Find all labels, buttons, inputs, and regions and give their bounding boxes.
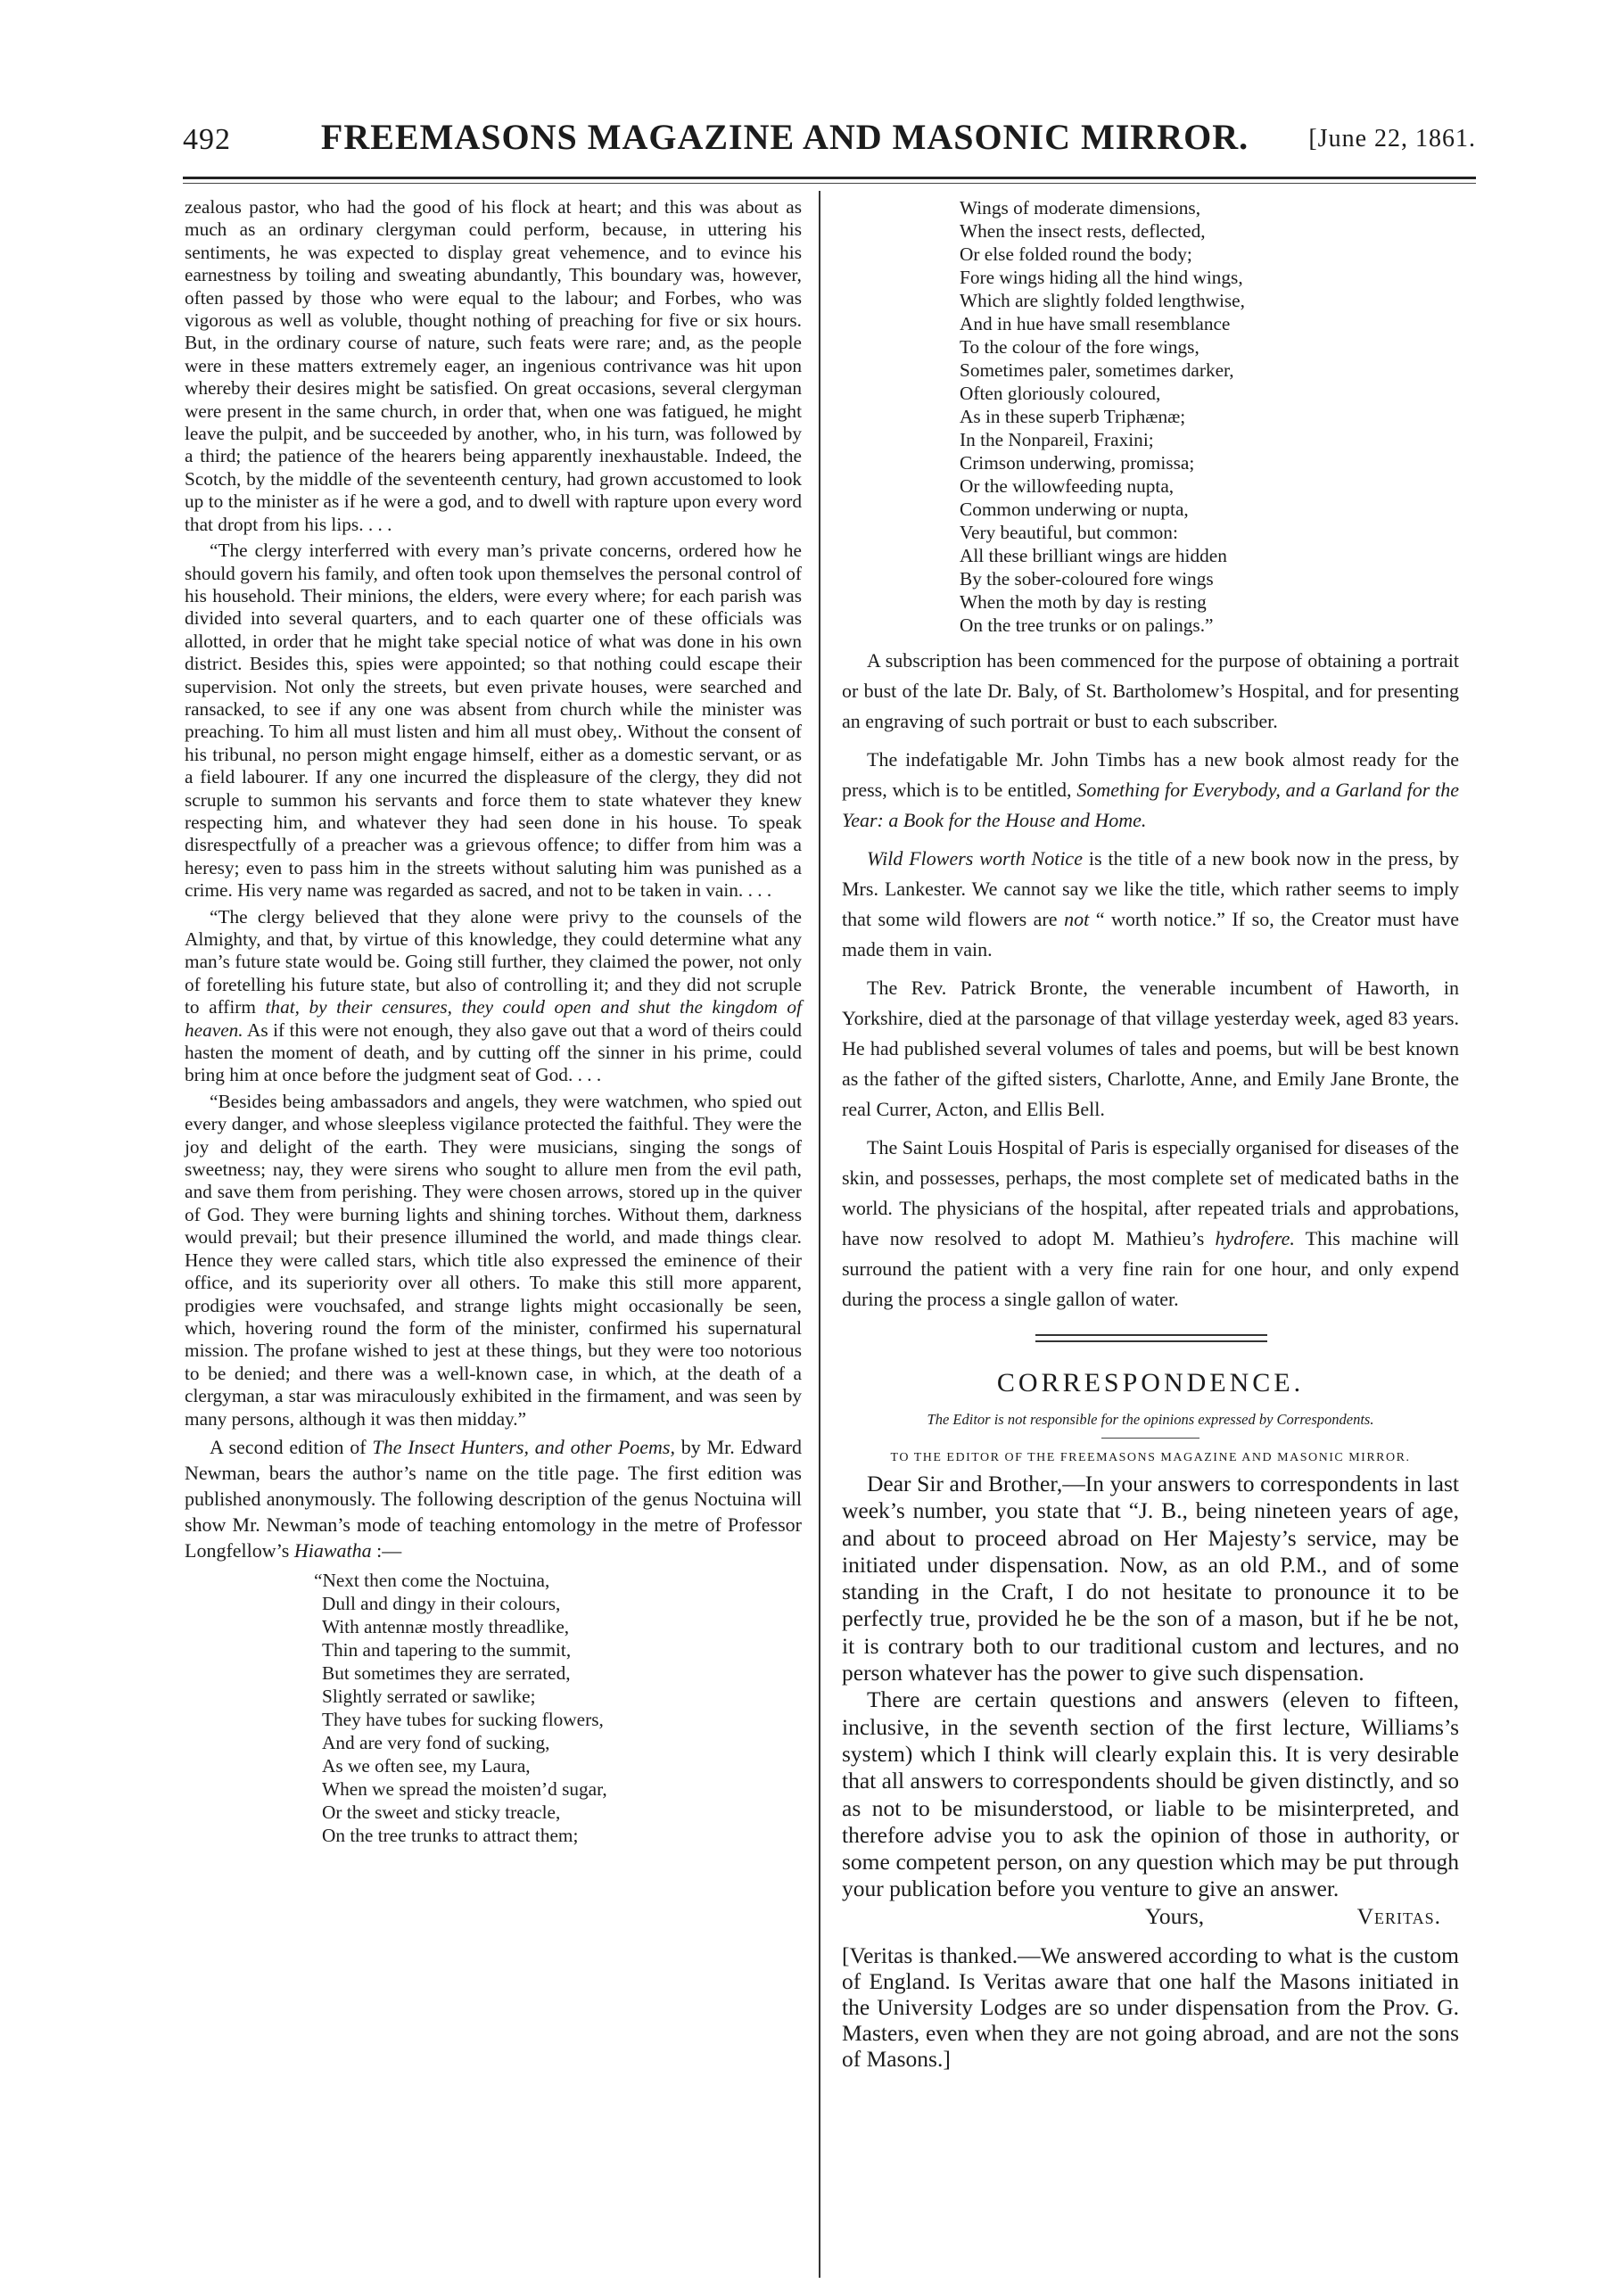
verse-line: But sometimes they are serrated, (322, 1661, 571, 1684)
signature: Veritas. (1356, 1902, 1441, 1929)
letter-paragraph: There are certain questions and answers (eleven to fifteen, inclusive, in the seventh section of the first lecture, Williams’s system) which I think will clearly explain this. It is very desirable that all answers to correspondents should be given distinctly, and so as not to be misunderstood, or liable to be misinterpreted, and therefore advise you to ask the opinion of those in authority, or some competent person, on any question which may be put through your publication before you venture to give an answer. (842, 1686, 1459, 1902)
verse-line: And are very fond of sucking, (322, 1731, 550, 1753)
book-notice-paragraph (185, 1434, 802, 1563)
separator-rule (1035, 1334, 1267, 1336)
verse-line: Crimson underwing, promissa; (960, 452, 1195, 474)
text-run: by Mr. Edward Newman, bears the author’s name on the title page. The first edition was published anonymously. The following description of the genus Noctuina will show Mr. Newman’s mode of teaching entomology in the metre of Professor Longfellow’s (185, 1435, 802, 1562)
section-separator (842, 1323, 1459, 1359)
article-paragraph (185, 906, 802, 1087)
verse-line: With antennæ mostly threadlike, (322, 1615, 570, 1637)
verse-line: Fore wings hiding all the hind wings, (960, 267, 1243, 288)
journal-title: FREEMASONS MAGAZINE AND MASONIC MIRROR. (320, 117, 1249, 157)
book-title: Wild Flowers worth Notice (867, 847, 1083, 870)
correspondence-letter (842, 1471, 1459, 1935)
literary-notes (842, 646, 1459, 1315)
short-rule (1101, 1438, 1199, 1439)
note-paragraph (842, 844, 1459, 965)
note-paragraph (842, 1133, 1459, 1315)
text-run: A second edition of (210, 1435, 373, 1458)
verse-line: And in hue have small resemblance (960, 313, 1231, 334)
section-title: CORRESPONDENCE. (996, 1368, 1305, 1397)
header-rule-thin (183, 183, 1476, 184)
verse-line: As in these superb Triphænæ; (960, 406, 1186, 427)
issue-date: [June 22, 1861. (1308, 125, 1476, 153)
article-paragraph: zealous pastor, who had the good of his flock at heart; and this was about as much as an ordinary clergyman could perform, because, in uttering his sentiments, he was expected to display great vehemence, and to evince his earnestness by toiling and sweating abundantly, This boundary was, however, often passed by those who were equal to the labour; and Forbes, who was vigorous as well as voluble, thought nothing of preaching for five or six hours. But, in the ordinary course of nature, such feats were rare; and, as the people were in these matters extremely eager, an ingenious contrivance was hit upon whereby their desires might be satisfied. On great occasions, several clergyman were present in the same church, in order that, when one was fatigued, he might leave the pulpit, and be succeeded by another, who, in his turn, was followed by a third; the patience of the hearers being apparently inexhaustable. Indeed, the Scotch, by the middle of the seventeenth century, had grown accustomed to look up to the minister as if he were a god, and to dwell with rapture upon every word that dropt from his lips. . . . (185, 196, 802, 535)
verse-line: When we spread the moisten’d sugar, (322, 1777, 607, 1800)
verse-line: “Next then come the Noctuina, (314, 1569, 550, 1591)
verse-line: Sometimes paler, sometimes darker, (960, 359, 1234, 381)
book-title: Something for Everybody, and a Garland for the Year: a Book for the House and Home. (842, 779, 1459, 831)
text-run: This machine will surround the patient with a very fine rain for one hour, and only expend during the process a single gallon of water. (842, 1227, 1459, 1310)
article-paragraph: “The clergy interferred with every man’s private concerns, ordered how he should govern his family, and often took upon themselves the personal control of his household. Their minions, the elders, were every where; for each parish was divided into several quarters, and to each quarter one of these officials was allotted, in order that he might take special notice of what was done in his own district. Besides this, spies were appointed; so that nothing could escape their supervision. Not only the streets, but even private houses, were searched and ransacked, to see if any one was absent from church while the minister was preaching. To him all must listen and him all must obey,. Without the consent of his tribunal, no person might engage himself, either as a domestic servant, or as a field labourer. If any one incurred the displeasure of the clergy, they did not scruple to summon his servants and force them to state whatever they knew respecting him, and whatever they had seen done in his house. To speak disrespectfully of a preacher was a grievous offence; to differ from him was a heresy; even to pass him in the streets without saluting him was punished as a crime. His very name was regarded as sacred, and not to be taken in vain. . . . (185, 540, 802, 902)
verse-line: On the tree trunks to attract them; (322, 1824, 579, 1846)
verse-line: Very beautiful, but common: (960, 522, 1178, 543)
verse-line: Common underwing or nupta, (960, 499, 1189, 520)
verse-line: When the insect rests, deflected, (960, 220, 1206, 242)
separator-rule (1035, 1340, 1267, 1342)
verse-line: Slightly serrated or sawlike; (322, 1685, 536, 1707)
verse-line: As we often see, my Laura, (322, 1754, 531, 1777)
page-number: 492 (183, 123, 231, 156)
letter-paragraph: Dear Sir and Brother,—In your answers to correspondents in last week’s number, you state that “J. B., being nineteen years of age, and about to proceed abroad on Her Majesty’s service, may be initiated under dispensation. Now, as an old P.M., and of some standing in the Craft, I do not hesitate to pronounce it to be perfectly true, provided he be the son of a mason, but if he be not, it is contrary both to our traditional custom and lectures, and no person whatever has the power to give such dispensation. (842, 1471, 1459, 1686)
editor-disclaimer: The Editor is not responsible for the opinions expressed by Correspondents. (927, 1411, 1374, 1428)
text-run: “ worth notice.” If so, the Creator must have made them in vain. (842, 908, 1460, 960)
verse-line: Or else folded round the body; (960, 243, 1192, 265)
reply-paragraph: [Veritas is thanked.—We answered according to what is the custom of England. Is Veritas aware that one half the Masons initiated in the University Lodges are so under dispensation from the Prov. G. Masters, even when they are not going abroad, and are not the sons of Masons.] (842, 1942, 1459, 2072)
masthead (183, 116, 1476, 159)
verse-line: All these brilliant wings are hidden (960, 545, 1227, 566)
verse-line: To the colour of the fore wings, (960, 336, 1199, 358)
verse-line: By the sober-coloured fore wings (960, 568, 1214, 589)
text-run: The Saint Louis Hospital of Paris is especially organised for diseases of the skin, and possesses, perhaps, the most complete set of medicated baths in the world. The physicians of the hospital, after repeated trials and approbations, have now resolved to adopt M. Mathieu’s (842, 1136, 1459, 1249)
verse-line: Thin and tapering to the summit, (322, 1638, 572, 1661)
verse-block (185, 1569, 802, 1847)
note-paragraph: The Rev. Patrick Bronte, the venerable incumbent of Haworth, in Yorkshire, died at the parsonage of that village yesterday week, aged 83 years. He had published several volumes of tales and poems, but will be best known as the father of the gifted sisters, Charlotte, Anne, and Emily Jane Bronte, the real Currer, Acton, and Ellis Bell. (842, 977, 1459, 1120)
header-rule-thick (183, 177, 1476, 179)
text-run: is the title of a new book now in the press, by Mrs. Lankester. We cannot say we like the title, which rather seems to imply that some wild flowers are (842, 847, 1459, 930)
italic-run: that, by their censures, they could open and shut the kingdom of heaven. (185, 996, 802, 1041)
text-run: :— (371, 1538, 402, 1562)
verse-line: Which are slightly folded lengthwise, (960, 290, 1245, 311)
verse-line: Or the sweet and sticky treacle, (322, 1801, 561, 1823)
left-column (185, 196, 802, 1856)
column-divider (819, 191, 820, 2278)
italic-run: not (1064, 908, 1090, 930)
verse-line: When the moth by day is resting (960, 591, 1207, 613)
letter-signoff (842, 1903, 1459, 1935)
verse-line: On the tree trunks or on palings.” (960, 614, 1214, 636)
verse-line: Often gloriously coloured, (960, 383, 1161, 404)
closing: Yours, (1145, 1902, 1205, 1929)
text-run: As if this were not enough, they also gave out that a word of theirs could hasten the moment of death, and by cutting off the sinner in his prime, could bring him at once before the judgment seat of God. . . . (185, 1018, 802, 1086)
text-run: The indefatigable Mr. John Timbs has a new book almost ready for the press, which is to be entitled, (842, 748, 1459, 801)
note-paragraph (842, 745, 1459, 836)
editor-reply (842, 1942, 1459, 2072)
verse-line: They have tubes for sucking flowers, (322, 1708, 604, 1730)
letter-heading: TO THE EDITOR OF THE FREEMASONS MAGAZINE AND MASONIC MIRROR. (890, 1451, 1411, 1464)
book-title: The Insect Hunters, and other Poems, (372, 1435, 675, 1458)
article-paragraph: “Besides being ambassadors and angels, they were watchmen, who spied out every danger, and whose sleepless vigilance protected the faithful. They were the joy and delight of the earth. They were musicians, singing the songs of sweetness; nay, they were sirens who sought to allure men from the evil path, and save them from perishing. They were chosen arrows, stored up in the quiver of God. They were burning lights and shining torches. Without them, darkness would prevail; but their presence illumined the world, and made things clear. Hence they were called stars, which title also expressed the eminence of their office, and its superiority over all others. To make this still more apparent, prodigies were vouchsafed, and strange lights might occasionally be seen, which, hovering round the form of the minister, confirmed his supernatural mission. The profane wished to jest at these things, but they were too notorious to be denied; and there was a well-known case, in which, at the death of a clergyman, a star was miraculously exhibited in the firmament, and was seen by many persons, although it was then midday.” (185, 1090, 802, 1430)
italic-run: hydrofere. (1215, 1227, 1295, 1249)
verse-block (842, 196, 1459, 637)
poem-title: Hiawatha (293, 1538, 372, 1562)
text-run: “The clergy believed that they alone were privy to the counsels of the Almighty, and that, by virtue of this knowledge, they could determine what any man’s future state would be. Going still further, they claimed the power, not only of foretelling his future state, but also of controlling it; and they did not scruple to affirm (185, 905, 802, 1018)
verse-line: Dull and dingy in their colours, (322, 1592, 561, 1614)
note-paragraph: A subscription has been commenced for the purpose of obtaining a portrait or bust of the late Dr. Baly, of St. Bartholomew’s Hospital, and for presenting an engraving of such portrait or bust to each subscriber. (842, 649, 1459, 732)
verse-line: In the Nonpareil, Fraxini; (960, 429, 1154, 450)
verse-line: Or the willowfeeding nupta, (960, 475, 1175, 497)
verse-line: Wings of moderate dimensions, (960, 197, 1201, 218)
right-column (842, 196, 1459, 2072)
